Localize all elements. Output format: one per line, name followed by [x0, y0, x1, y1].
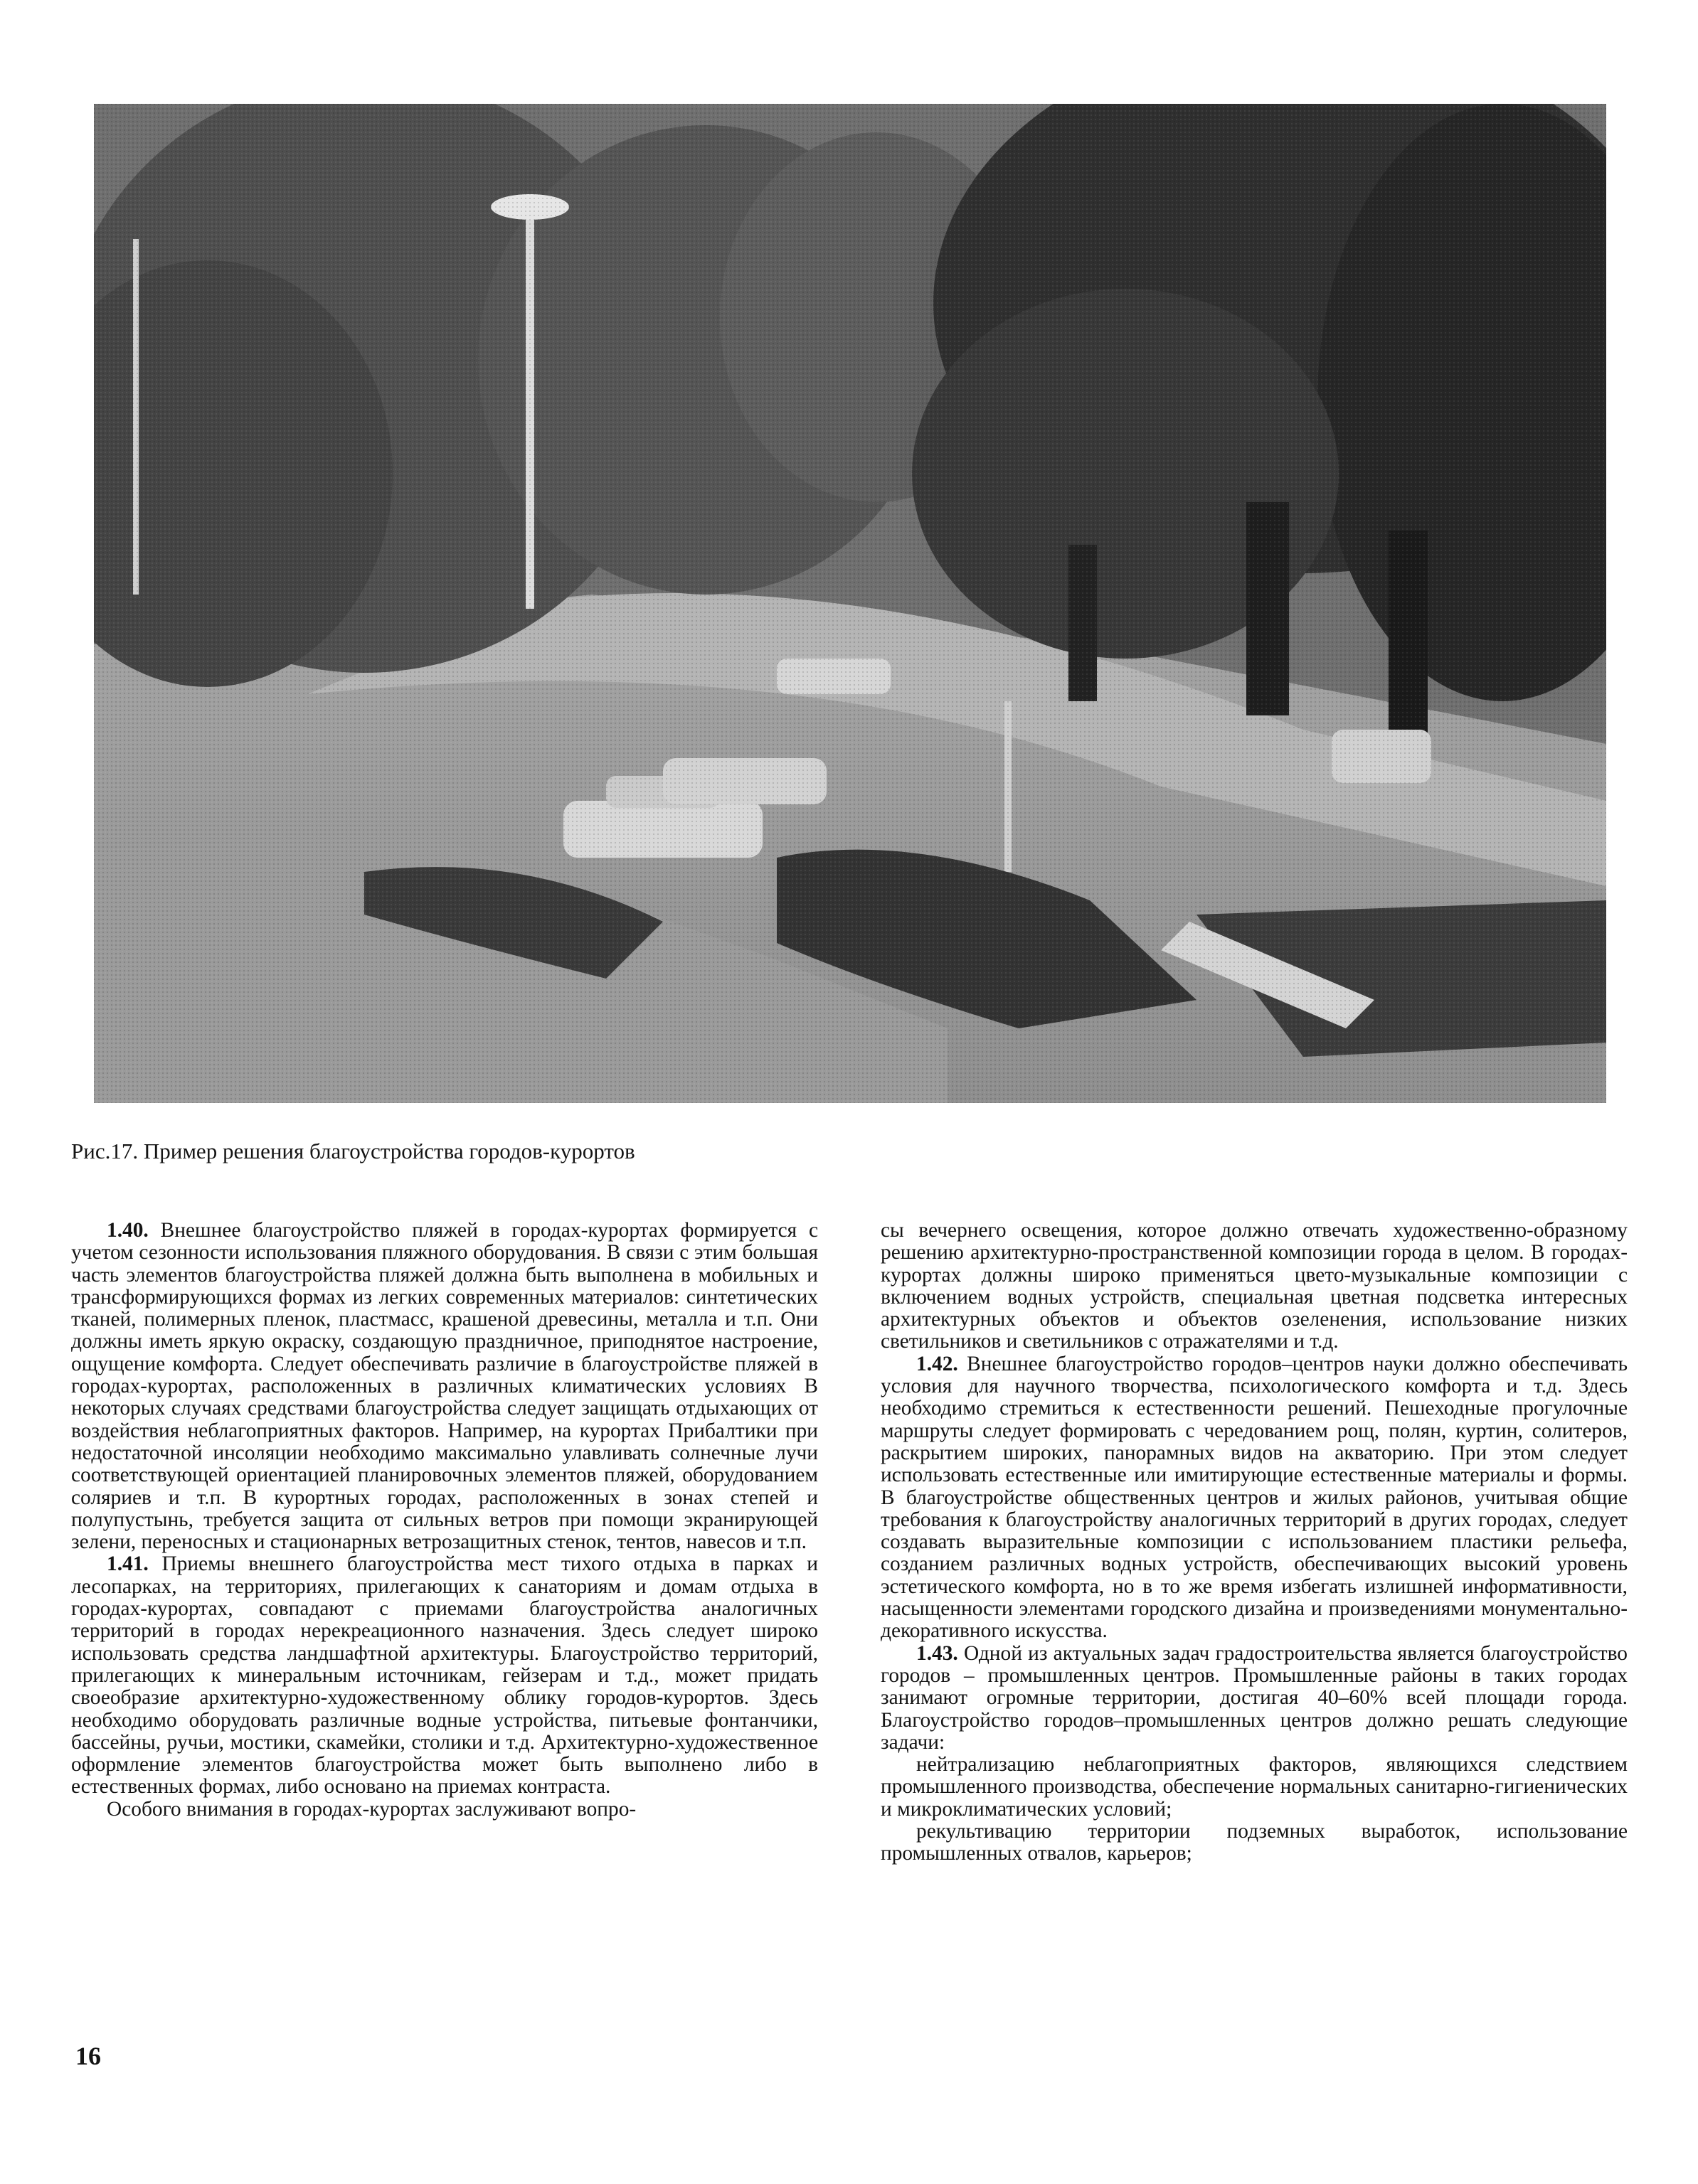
section-number: 1.40.: [107, 1219, 149, 1242]
paragraph-text: Приемы внешнего благоустройства мест тихого отдыха в парках и лесопарках, на территориях, прилегающих к санаториям и домам отдыха в городах-курортах, совпадают с приемами благоустройства аналогичных территорий в городах нерекреационного назначения. Здесь следует широко использовать средства ландшафтной архитектуры. Благоустройство территорий, прилегающих к минеральным источникам, гейзерам и т.д., может придать своеобразие архитектурно-художественному облику городов-курортов. Здесь необходимо оборудовать различные водные устройства, питьевые фонтанчики, бассейны, ручьи, мостики, скамейки, столики и т.д. Архитектурно-художественное оформление элементов благоустройства может быть выполнено либо в естественных формах, либо основано на приемах контраста.: [71, 1552, 818, 1799]
right-column: [881, 1220, 1628, 1865]
page-number: 16: [75, 2042, 101, 2070]
paragraph-text: сы вечернего освещения, которое должно отвечать художественно-образному решению архитектурно-пространственной композиции города в целом. В городах-курортах должны широко применяться цвето-музыкальные композиции с включением водных устройств, специальная цветная подсветка интересных архитектурных объектов и объектов озеленения, использование низких светильников и светильников с отражателями и т.д.: [881, 1219, 1628, 1353]
section-number: 1.41.: [107, 1552, 149, 1576]
paragraph-1-43: [881, 1643, 1628, 1754]
paragraph-text: рекультивацию территории подземных выработок, использование промышленных отвалов, карьеров;: [881, 1820, 1628, 1865]
paragraph-1-40: [71, 1220, 818, 1553]
paragraph-text: нейтрализацию неблагоприятных факторов, являющихся следствием промышленного производства, обеспечение нормальных санитарно-гигиенических и микроклиматических условий;: [881, 1753, 1628, 1821]
left-column: [71, 1220, 818, 1821]
paragraph-1-41: [71, 1553, 818, 1798]
paragraph-continuation: [881, 1220, 1628, 1353]
list-item-task-2: [881, 1821, 1628, 1865]
paragraph-text: Внешнее благоустройство городов–центров науки должно обеспечивать условия для научного творчества, психологического комфорта и т.д. Здесь необходимо стремиться к естественности решений. Пешеходные прогулочные маршруты следует формировать с чередованием рощ, полян, куртин, солитеров, раскрытием широких, панорамных видов на акваторию. При этом следует использовать естественные или имитирующие естественные материалы и формы. В благоустройстве общественных центров и жилых районов, учитывая общие требования к благоустройству аналогичных территорий в других городах, следует создавать выразительные композиции с использованием пластики рельефа, созданием различных водных устройств, обеспечивающих высокий уровень эстетического комфорта, но в то же время избегать излишней информативности, насыщенности элементами городского дизайна и произведениями монументально-декоративного искусства.: [881, 1352, 1628, 1643]
paragraph-text: Одной из актуальных задач градостроительства является благоустройство городов – промышленных центров. Промышленные районы в таких городах занимают огромные территории, достигая 40–60% всей площади города. Благоустройство городов–промышленных центров должно решать следующие задачи:: [881, 1641, 1628, 1754]
paragraph-1-42: [881, 1353, 1628, 1643]
section-number: 1.43.: [916, 1641, 958, 1665]
figure-caption: Рис.17. Пример решения благоустройства городов-курортов: [71, 1139, 635, 1163]
photo-illustration: [94, 104, 1606, 1103]
figure-photo: [94, 104, 1606, 1103]
section-number: 1.42.: [916, 1352, 958, 1375]
list-item-task-1: [881, 1754, 1628, 1821]
paragraph-text: Внешнее благоустройство пляжей в городах-курортах формируется с учетом сезонности использования пляжного оборудования. В связи с этим большая часть элементов благоустройства пляжей должна быть выполнена в мобильных и трансформирующихся формах из легких современных материалов: синтетических тканей, полимерных пленок, пластмасс, крашеной древесины, металла и т.п. Они должны иметь яркую окраску, создающую праздничное, приподнятое настроение, ощущение комфорта. Следует обеспечивать различие в благоустройстве пляжей в городах-курортах, расположенных в различных климатических условиях В некоторых случаях средствами благоустройства следует защищать отдыхающих от воздействия неблагоприятных факторов. Например, на курортах Прибалтики при недостаточной инсоляции необходимо максимально улавливать солнечные лучи соответствующей ориентацией планировочных элементов пляжей, оборудованием соляриев и т.п. В курортных городах, расположенных в зонах степей и полупустынь, требуется защита от сильных ветров при помощи экранирующей зелени, переносных и стационарных ветрозащитных стенок, тентов, навесов и т.п.: [71, 1219, 818, 1554]
paragraph-continued: [71, 1799, 818, 1821]
paragraph-text: Особого внимания в городах-курортах заслуживают вопро-: [107, 1797, 637, 1821]
